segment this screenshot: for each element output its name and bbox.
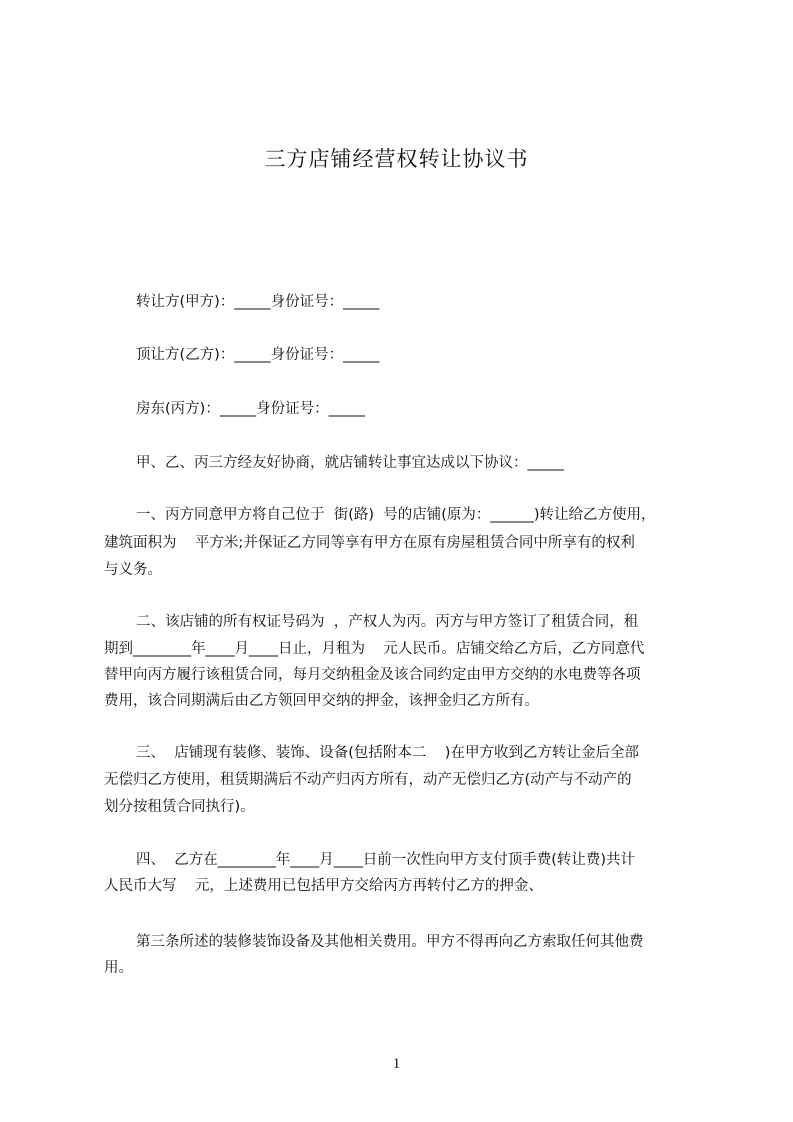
clause2-line-4: 费用，该合同期满后由乙方领回甲交纳的押金，该押金归乙方所有。: [104, 693, 539, 709]
clause2-line-1: 二、该店铺的所有权证号码为 ，产权人为丙。丙方与甲方签订了租赁合同，租: [136, 614, 639, 630]
document-title: 三方店铺经营权转让协议书: [264, 147, 529, 171]
clause4-line-1: 四、 乙方在________年____月____日前一次性向甲方支付顶手费(转让费)共计: [136, 852, 636, 868]
party-transferor-line: 转让方(甲方)：_____身份证号：_____: [136, 294, 380, 310]
page-number: 1: [392, 1056, 401, 1072]
party-transferee-line: 顶让方(乙方)：_____身份证号：_____: [136, 347, 380, 363]
party-landlord-line: 房东(丙方)：_____身份证号：_____: [136, 401, 365, 417]
clause2-line-3: 替甲向丙方履行该租赁合同，每月交纳租金及该合同约定由甲方交纳的水电费等各项: [104, 667, 641, 683]
clause3-line-2: 无偿归乙方使用，租赁期满后不动产归丙方所有，动产无偿归乙方(动产与不动产的: [104, 772, 632, 788]
clause2-line-2: 期到________年____月____日止，月租为 元人民币。店铺交给乙方后，乙方同意代: [104, 641, 645, 657]
clause1-line-3: 与义务。: [104, 562, 162, 578]
preamble-line: 甲、乙、丙三方经友好协商，就店铺转让事宜达成以下协议：_____: [136, 455, 564, 471]
clause1-line-2: 建筑面积为 平方米;并保证乙方同等享有甲方在原有房屋租赁合同中所享有的权利: [104, 535, 635, 551]
clause4-line-2: 人民币大写 元，上述费用已包括甲方交给丙方再转付乙方的押金、: [104, 878, 543, 894]
clause3-line-1: 三、 店铺现有装修、装饰、设备(包括附本二 )在甲方收到乙方转让金后全部: [136, 745, 639, 761]
clause3-line-3: 划分按租赁合同执行)。: [104, 799, 255, 815]
clause4-continuation-line-1: 第三条所述的装修装饰设备及其他相关费用。甲方不得再向乙方索取任何其他费: [136, 934, 644, 950]
clause1-line-1: 一、丙方同意甲方将自己位于 街(路) 号的店铺(原为：______)转让给乙方使用，: [136, 507, 656, 523]
clause4-continuation-line-2: 用。: [104, 960, 133, 976]
